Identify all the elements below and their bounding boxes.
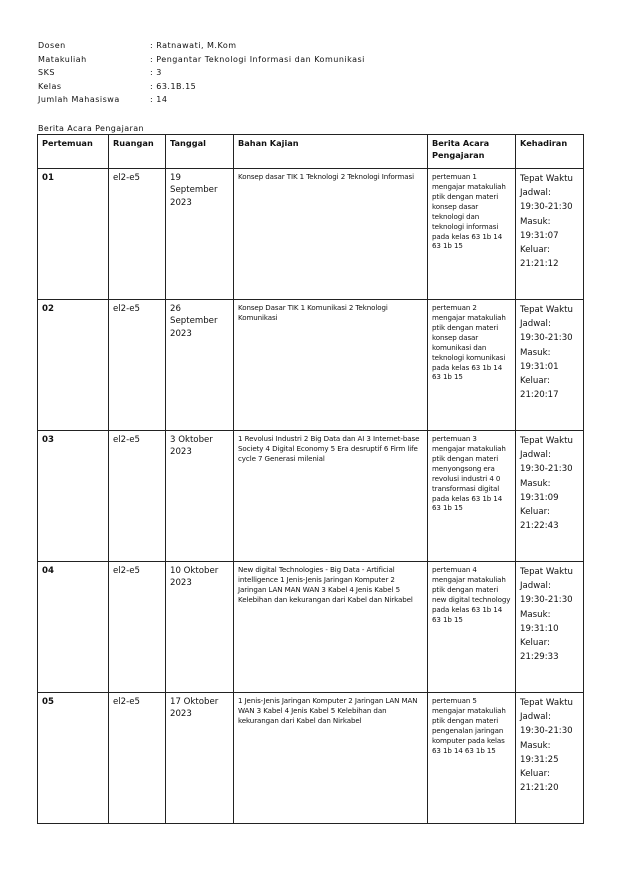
cell-kehadiran: Tepat Waktu Jadwal: 19:30-21:30 Masuk: 19:31:10 Keluar: 21:29:33 — [516, 562, 584, 693]
info-label: Kelas — [38, 81, 62, 91]
section-title: Berita Acara Pengajaran — [38, 124, 144, 133]
cell-tanggal: 19 September 2023 — [166, 169, 234, 300]
cell-pertemuan: 01 — [38, 169, 109, 300]
cell-tanggal: 26 September 2023 — [166, 300, 234, 431]
cell-kehadiran: Tepat Waktu Jadwal: 19:30-21:30 Masuk: 19:31:09 Keluar: 21:22:43 — [516, 431, 584, 562]
table-row — [38, 300, 584, 431]
cell-bahan-kajian: 1 Revolusi Industri 2 Big Data dan AI 3 Internet-base Society 4 Digital Economy 5 Era desruptif 6 Firm life cycle 7 Generasi milenial — [234, 431, 428, 562]
cell-berita-acara: pertemuan 4 mengajar matakuliah ptik dengan materi new digital technology pada kelas 63 1b 14 63 1b 15 — [428, 562, 516, 693]
cell-tanggal: 17 Oktober 2023 — [166, 693, 234, 824]
info-value: : Pengantar Teknologi Informasi dan Komunikasi — [150, 54, 365, 64]
berita-acara-table — [37, 134, 584, 824]
header-pertemuan: Pertemuan — [38, 135, 109, 169]
cell-bahan-kajian: New digital Technologies - Big Data - Artificial intelligence 1 Jenis-Jenis Jaringan Komputer 2 Jaringan LAN MAN WAN 3 Kabel 4 Jenis Kabel 5 Kelebihan dan kekurangan dari Kabel dan Nirkabel — [234, 562, 428, 693]
cell-pertemuan: 02 — [38, 300, 109, 431]
info-value: : 63.1B.15 — [150, 81, 197, 91]
cell-tanggal: 10 Oktober 2023 — [166, 562, 234, 693]
info-label: Jumlah Mahasiswa — [38, 95, 120, 104]
info-row-matakuliah — [38, 53, 365, 67]
info-value: : 14 — [150, 95, 168, 104]
info-row-kelas — [38, 80, 365, 94]
cell-pertemuan: 05 — [38, 693, 109, 824]
cell-ruangan: el2-e5 — [109, 431, 166, 562]
table-row — [38, 562, 584, 693]
cell-ruangan: el2-e5 — [109, 169, 166, 300]
table-row — [38, 169, 584, 300]
cell-berita-acara: pertemuan 5 mengajar matakuliah ptik dengan materi pengenalan jaringan komputer pada kelas 63 1b 14 63 1b 15 — [428, 693, 516, 824]
cell-bahan-kajian: Konsep dasar TIK 1 Teknologi 2 Teknologi Informasi — [234, 169, 428, 300]
cell-ruangan: el2-e5 — [109, 693, 166, 824]
cell-bahan-kajian: Konsep Dasar TIK 1 Komunikasi 2 Teknologi Komunikasi — [234, 300, 428, 431]
cell-tanggal: 3 Oktober 2023 — [166, 431, 234, 562]
info-label: Dosen — [38, 41, 66, 50]
cell-pertemuan: 04 — [38, 562, 109, 693]
cell-bahan-kajian: 1 Jenis-Jenis Jaringan Komputer 2 Jaringan LAN MAN WAN 3 Kabel 4 Jenis Kabel 5 Kelebihan dan kekurangan dari Kabel dan Nirkabel — [234, 693, 428, 824]
cell-ruangan: el2-e5 — [109, 562, 166, 693]
cell-berita-acara: pertemuan 3 mengajar matakuliah ptik dengan materi menyongsong era revolusi industri 4 0 transformasi digital pada kelas 63 1b 14 63 1b 15 — [428, 431, 516, 562]
header-tanggal: Tanggal — [166, 135, 234, 169]
header-berita-acara: Berita Acara Pengajaran — [428, 135, 516, 169]
info-row-dosen — [38, 39, 365, 53]
cell-ruangan: el2-e5 — [109, 300, 166, 431]
header-kehadiran: Kehadiran — [516, 135, 584, 169]
info-label: Matakuliah — [38, 54, 87, 64]
info-value: : Ratnawati, M.Kom — [150, 41, 237, 50]
info-row-sks — [38, 66, 365, 80]
cell-kehadiran: Tepat Waktu Jadwal: 19:30-21:30 Masuk: 19:31:07 Keluar: 21:21:12 — [516, 169, 584, 300]
header-ruangan: Ruangan — [109, 135, 166, 169]
table-row — [38, 693, 584, 824]
cell-kehadiran: Tepat Waktu Jadwal: 19:30-21:30 Masuk: 19:31:01 Keluar: 21:20:17 — [516, 300, 584, 431]
cell-berita-acara: pertemuan 2 mengajar matakuliah ptik dengan materi konsep dasar komunikasi dan teknologi komunikasi pada kelas 63 1b 14 63 1b 15 — [428, 300, 516, 431]
info-value: : 3 — [150, 68, 162, 77]
info-label: SKS — [38, 68, 55, 77]
course-info — [38, 39, 365, 107]
table-row — [38, 431, 584, 562]
info-row-jumlah-mahasiswa — [38, 93, 365, 107]
cell-pertemuan: 03 — [38, 431, 109, 562]
table-header-row — [38, 135, 584, 169]
cell-berita-acara: pertemuan 1 mengajar matakuliah ptik dengan materi konsep dasar teknologi dan teknologi informasi pada kelas 63 1b 14 63 1b 15 — [428, 169, 516, 300]
header-bahan-kajian: Bahan Kajian — [234, 135, 428, 169]
cell-kehadiran: Tepat Waktu Jadwal: 19:30-21:30 Masuk: 19:31:25 Keluar: 21:21:20 — [516, 693, 584, 824]
